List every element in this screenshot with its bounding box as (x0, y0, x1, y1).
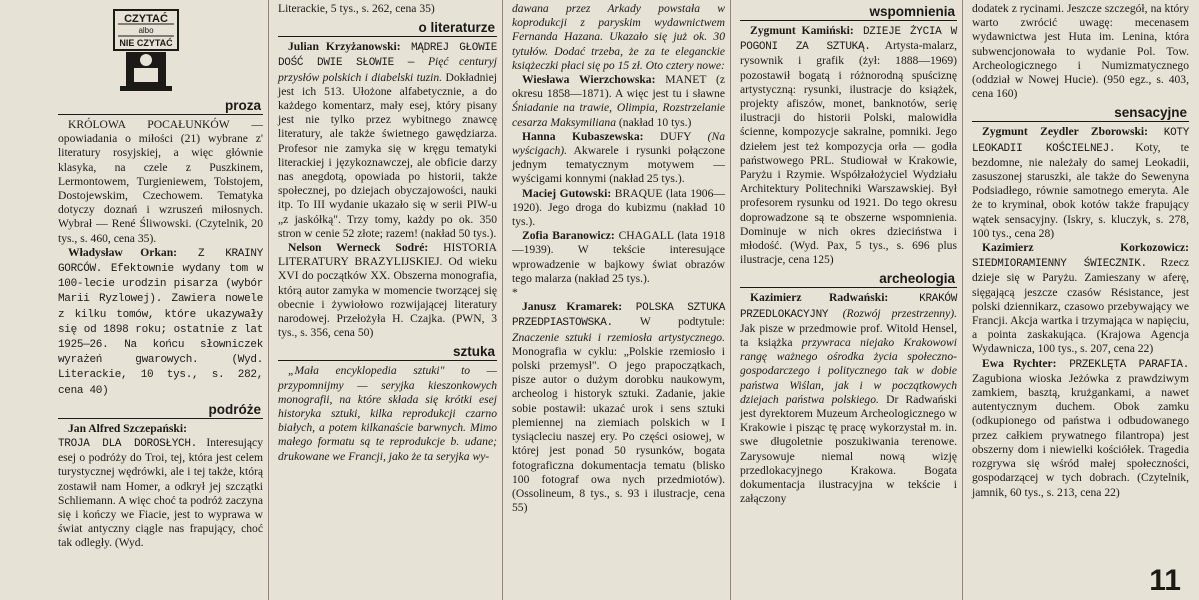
review-title: KOTY LEOKADII KOŚCIELNEJ. (972, 127, 1190, 155)
review-italic: Znaczenie sztuki i rzemiosła artystycznego. (512, 330, 725, 344)
svg-text:NIE CZYTAĆ: NIE CZYTAĆ (119, 38, 173, 48)
review-title: TROJA DLA DOROSŁYCH. (58, 438, 197, 451)
section-header-wspomnienia: wspomnienia (740, 4, 957, 21)
review-troja (58, 422, 263, 551)
review-body: MANET (z okresu 1858—1871). A więc jest tu i sławne (512, 73, 725, 101)
review-italic: (Na wyścigach). (512, 129, 725, 158)
review-italic: (Rozwój przestrzenny). (842, 306, 957, 320)
review-orkan (58, 246, 263, 398)
author: Hanna Kubaszewska: (522, 129, 644, 143)
review-subtitle: Pięć centuryj przysłów polskich i diabelski tuzin. (278, 55, 497, 84)
column-rule (962, 0, 963, 600)
review-title: KRAKÓW PRZEDLOKACYJNY (740, 293, 957, 321)
review-body: BRAQUE (lata 1906—1920). Jego droga do kubizmu (nakład 10 tys.). (512, 186, 725, 229)
review-body-end: Akwarele i rysunki połączone jednym tematycznym motywem — wyścigami konnymi (nakład 25 tys.). (512, 144, 725, 186)
review-title: MĄDREJ GŁOWIE DOŚĆ DWIE SŁOWIE — (278, 42, 497, 70)
author: Maciej Gutowski: (522, 186, 612, 200)
review-body: Koty, te bezdomne, nie należały do samej Leokadii, zasuszonej staruszki, ale także do Sewenyna Podsiadłego, równie samotnego emeryta. Ale że to kryminał, obok kotów także frapujący wątek sensacyjny. (Iskry, s. kluczyk, s. 278, 100 tys., cena 28) (972, 140, 1189, 240)
review-body: W podtytule: (612, 315, 725, 329)
review-wierzchowska (512, 73, 725, 130)
review-kramarek (512, 300, 725, 515)
author: Ewa Rychter: (982, 356, 1057, 370)
review-baranowicz (512, 229, 725, 286)
review-body: Artysta-malarz, rysownik i grafik (żył: 1888—1969) pozostawił bogatą i różnorodną spuściznę artystyczną: rysunki, ilustracje do książek, projekty afiszów, monet, banknotów, serię ilustracji do historii Polski, malowidła ścienne, kompozycje sakralne, pomniki. Jego dziełem jest też kompozycja orła — godła państwowego PRL. Studiował w Krakowie, Paryżu i Rzymie. Współzałożyciel Wydziału Architektury Politechniki Warszawskiej. Był profesorem rysunku od 1921. Do tego okresu doprowadzone są te obszerne wspomnienia. Dominuje w nich okres dzieciństwa i młodość. (Wyd. Pax, 5 tys., s. 696 plus ilustracje, cena 125) (740, 39, 957, 267)
author: Janusz Kramarek: (522, 300, 623, 314)
column-rule (502, 0, 503, 600)
review-body: Jak pisze w przedmowie prof. Witold Hensel, ta książka (740, 321, 957, 350)
continuation-text: Literackie, 5 tys., s. 262, cena 35) (278, 2, 435, 15)
continuation-text: dawana przez Arkady powstała w koprodukcji z paryskim wydawnictwem Fernanda Hazana. Ukazało się już ok. 30 tytułów. Dodać trzeba, że za te eleganckie książeczki płaci się po 15 zł. Oto cztery nowe: (512, 2, 725, 72)
review-body-end: (nakład 10 tys.) (616, 115, 692, 129)
review-title: DZIEJE ŻYCIA W POGONI ZA SZTUKĄ. (740, 26, 957, 54)
column-1 (52, 0, 268, 600)
review-radwanski (740, 291, 957, 506)
column-rule (730, 0, 731, 600)
section-header-archeologia: archeologia (740, 271, 957, 288)
author: Wiesława Wierzchowska: (522, 73, 656, 87)
review-body: Zagubiona wioska Jeżówka z prawdziwym zamkiem, basztą, krużgankami, a nawet autentycznym duchem. Obok zamku (odkupionego od państwa i odbudowanego przez całkiem prywatnego filantropa) jest obszerny dom i niewielki kościółek. Tragedia rozgrywa się wśród małej społeczności, gospodarzącej w tych dobrach. (Czytelnik, jamnik, 60 tys., s. 213, cena 22) (972, 371, 1189, 499)
author: Julian Krzyżanowski: (288, 40, 401, 54)
review-sodre (278, 241, 497, 340)
review-body: Interesujący esej o podróży do Troi, tej, która jest celem turystycznej wędrówki, ale i tej także, którą zostawił nam Homer, a odkrył jej szczątki Schliemann. A więc choć ta podróż zaczyna się i kończy we Fiacie, jest to wyprawa w świat antyczny ciągle nas frapujący, choć tak odległy. (Wyd. (58, 436, 263, 550)
review-korkozowicz (972, 241, 1189, 357)
author: Kazimierz Radwański: (750, 291, 889, 305)
review-body: Dokładniej jest ich 513. Ułożone alfabetycznie, a do każdego komentarz, mały esej, który pisany jest nie tylko przez wybitnego znawcę literatury, ale także świetnego gawędziarza. Profesor nie zamyka się w kręgu tematyki literackiej i językoznawczej, ale obficie darzy nas anegdotą, opowiada po historii, także społecznej, po dziejach obyczajowości, nauki itp. To III wydanie ukazało się w serii PIW-u „z jaskółką". Trzy tomy, każdy po ok. 350 stron w cenie 52 złote; razem! (nakład 50 tys.). (278, 70, 497, 240)
review-quote: przywraca niejako Krakowowi rangę ważnego ośrodka życia społeczno-gospodarczego i politycznego tak w dobie państwa Wiślan, jak i w początkowych dziejach państwa polskiego. (740, 336, 957, 406)
review-body: Z KRAINY GORCÓW. Efektownie wydany tom w 100-lecie urodzin pisarza (wybór Marii Ryzlowej). Zawiera nowele z kilku tomów, które ukazywały się od 1898 roku; ostatnie z lat 1925—26. Na końcu słowniczek wyrażeń gwarowych. (Wyd. Literackie, 10 tys., s. 282, cena 40) (58, 247, 263, 397)
column-rule (268, 0, 269, 600)
column-3 (506, 0, 730, 600)
section-header-sensacyjne: sensacyjne (972, 105, 1189, 122)
column-5 (966, 0, 1194, 600)
review-body: CHAGALL (lata 1918—1939). W tekście interesujące wprowadzenie w bajkowy świat obrazów tego malarza (nakład 25 tys.). (512, 229, 725, 285)
author: Nelson Werneck Sodré: (288, 241, 429, 255)
review-title: PRZEKLĘTA PARAFIA. (1056, 358, 1189, 371)
column-2 (272, 0, 502, 600)
svg-text:albo: albo (138, 26, 154, 35)
review-title: POLSKA SZTUKA PRZEDPIASTOWSKA. (512, 302, 726, 330)
review-body-end: Dr Radwański jest dyrektorem Muzeum Archeologicznego w Krakowie i pisząc tę pracę wykorzystał m. in. swe długoletnie poszukiwania terenowe. Zarysowuje niemal nową wizję przedlokacyjnego Krakowa. Bogata dokumentacja ilustracyjna w tekście i załączony (740, 392, 957, 506)
section-header-proza: proza (58, 98, 263, 115)
review-kubaszewska (512, 130, 725, 187)
column-4 (734, 0, 962, 600)
review-rychter (972, 357, 1189, 500)
book-logo-icon (104, 6, 190, 94)
review-gutowski (512, 187, 725, 230)
author: Zofia Baranowicz: (522, 229, 615, 243)
czytac-logo (104, 6, 190, 94)
review-title: SIEDMIORAMIENNY ŚWIECZNIK. (972, 258, 1147, 271)
page-number: 11 (1149, 564, 1181, 597)
section-header-sztuka: sztuka (278, 344, 497, 361)
section-header-literatura: o literaturze (278, 20, 497, 37)
author: Kazimierz Korkozowicz: (982, 241, 1189, 255)
review-zborowski (972, 125, 1189, 241)
author: Władysław Orkan: (68, 245, 178, 259)
review-krzyzanowski (278, 40, 497, 241)
author: Zygmunt Kamiński: (750, 24, 854, 37)
separator-star: * (512, 286, 518, 300)
intro-mala-encyklopedia: „Mała encyklopedia sztuki" to — przypomnijmy — seryjka kieszonkowych monografii, na które składa się krótki esej historyka sztuki, kilka reprodukcji czarno białych, a potem kilkanaście barwnych. Mimo małego formatu są te reprodukcje b. udane; drukowane we Francji, jako że ta seryjka wy- (278, 364, 497, 463)
svg-text:CZYTAĆ: CZYTAĆ (124, 13, 168, 25)
review-body: HISTORIA LITERATURY BRAZYLIJSKIEJ. Od wieku XVI do początków XX. Obszerna monografia, którą autor zamyka w momencie tworzącej się obecnie i żywiołowo rozwijającej literatury narodowej. Przełożyła H. Czajka. (PWN, 3 tys., s. 356, cena 50) (278, 241, 497, 340)
author: Zygmunt Zeydler Zborowski: (982, 125, 1149, 139)
author: Jan Alfred Szczepański: (68, 421, 187, 435)
review-krolowa: KRÓLOWA POCAŁUNKÓW — opowiadania o miłości (21) wybrane z' literatury rosyjskiej, a więc głównie klasyka, na czele z Puszkinem, Lermontowem, Turgieniewem, Tołstojem, Dostojewskim, Czechowem. Tematyka dotyczy doznań i wzruszeń miłosnych. Wybrał — René Śliwowski. (Czytelnik, 20 tys., s. 460, cena 35). (58, 118, 263, 245)
review-italic: Śniadanie na trawie, Olimpia, Rozstrzelanie cesarza Maksymiliana (512, 101, 725, 129)
continuation-text: dodatek z rycinami. Jeszcze szczegół, na który warto zwrócić uwagę: mecenasem wydawnictwa jest Huta im. Lenina, która subwencjonowała to wydanie Pol. Tow. Archeologicznego i Numizmatycznego (oddział w Nowej Hucie). (950 egz., s. 403, cena 160) (972, 2, 1189, 101)
section-header-podroze: podróże (58, 402, 263, 419)
review-body-end: Monografia w cyklu: „Polskie rzemiosło i polski przemysł". O jego prapoczątkach, pisze autor o dużym dorobku naukowym, archeolog i historyk sztuki. Zadanie, jakie sobie postawił: ukazać urok i sens sztuki plemiennej na ziemiach polskich w I tysiącleciu naszej ery. Po części osiowej, w której jest ponad 50 rysunków, bogata fotograficzna dokumentacja tematu (blisko 100 fotograf owa nych przedmiotów). (Ossolineum, 8 tys., s. 93 i ilustracje, cena 55) (512, 344, 725, 515)
review-kaminski (740, 24, 957, 267)
review-body: Rzecz dzieje się w Paryżu. Zamieszany w aferę, sięgającą jeszcze czasów Résistance, jest polski dziennikarz, czasowo przebywający we Francji. Akcja wartka i trzymająca w napięciu, a pointa zaskakująca. (Krajowa Agencja Wydawnicza, 100 tys., s. 207, cena 22) (972, 256, 1189, 356)
review-body: DUFY (643, 129, 708, 143)
